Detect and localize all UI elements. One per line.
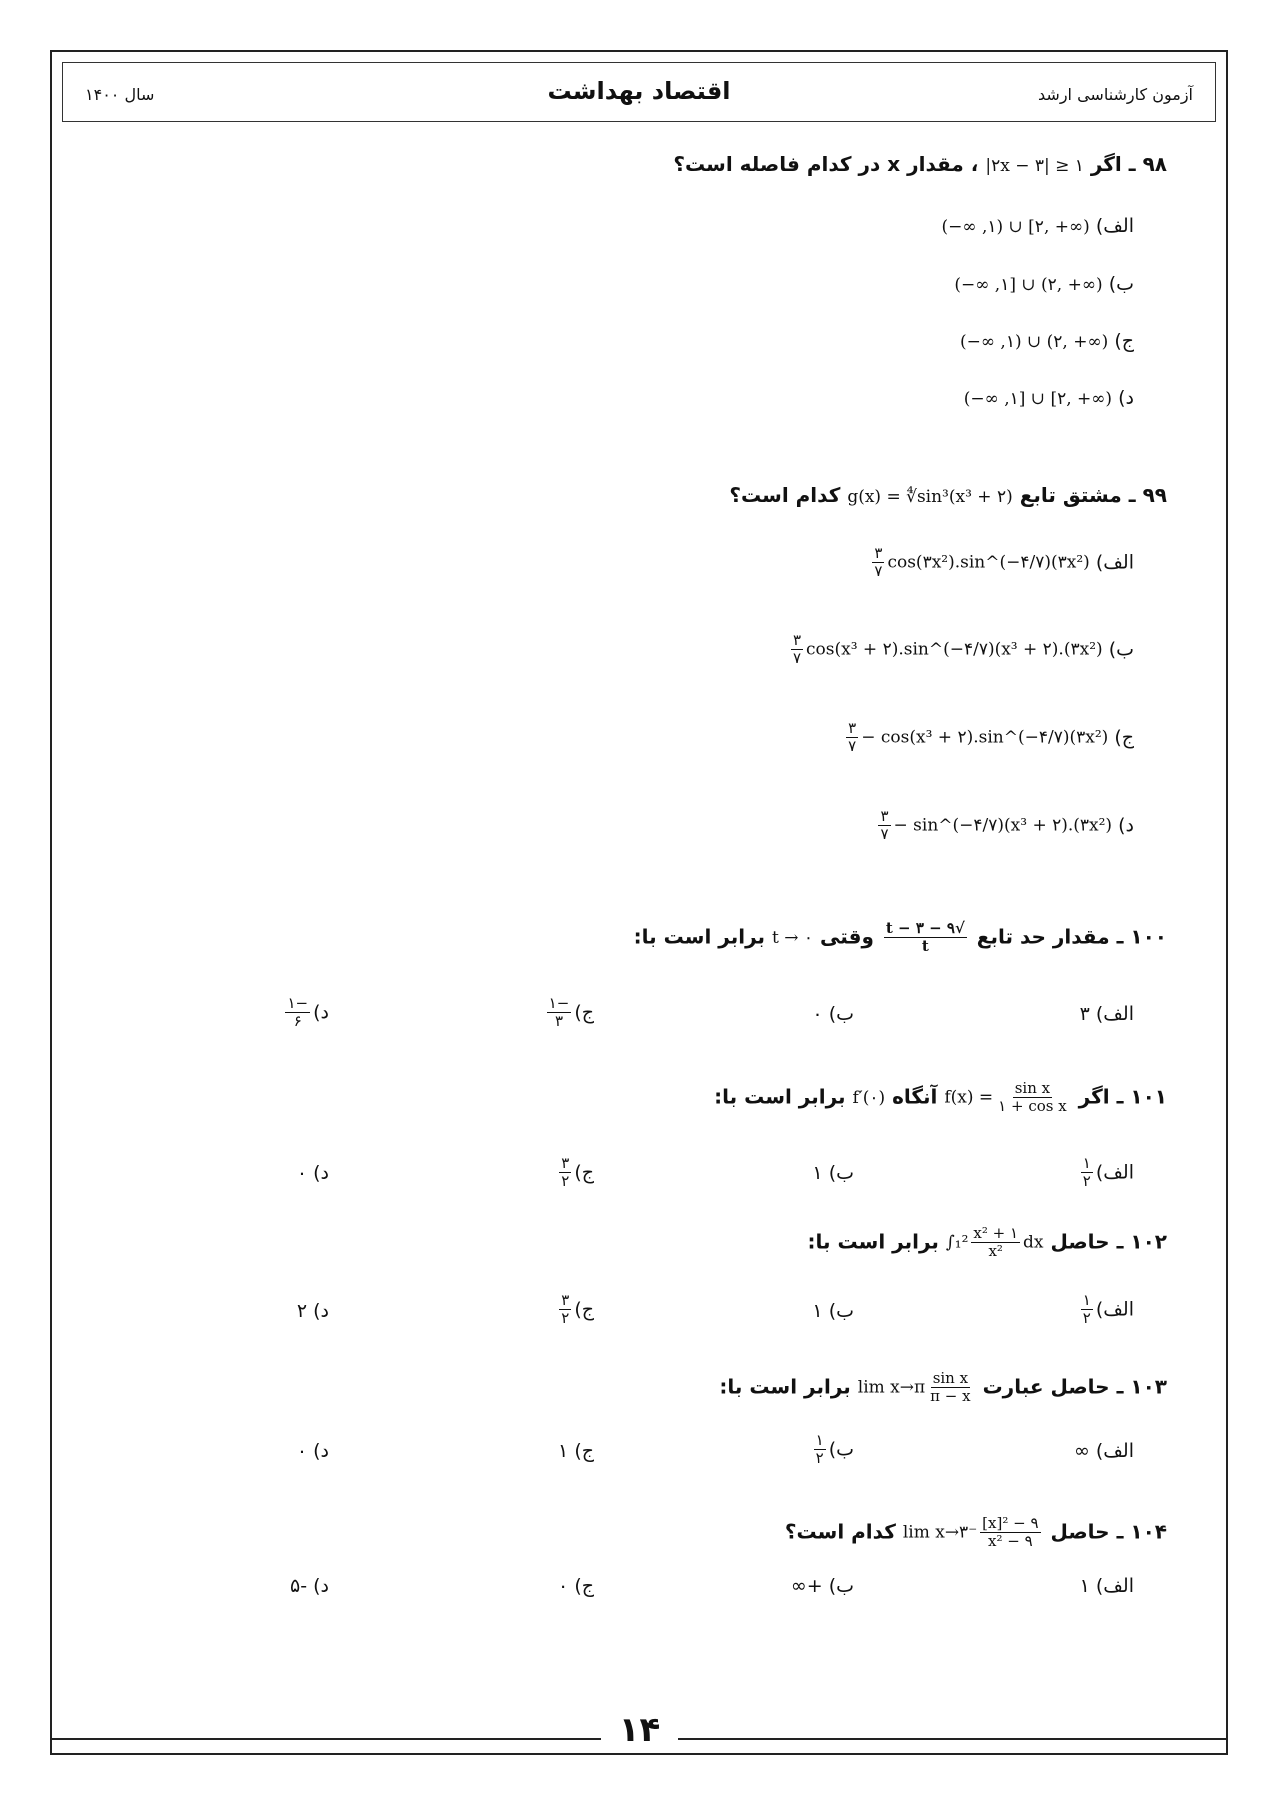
option-100-c: ج) $\frac{-۱}{۳}$ [548,994,594,1031]
option-104-b: ب) +∞ [790,1575,854,1597]
question-text: آنگاه [892,1084,938,1109]
option-label: ج) [1114,726,1134,749]
option-label: ج) [1114,330,1134,352]
option-math: (−∞ ,۱) ∪ (۲, +∞) [959,331,1109,352]
option-104-c: ج) ۰ [558,1575,594,1597]
option-label: ب) [1108,638,1134,661]
option-label: الف) [1095,215,1134,237]
page-number: ۱۴ [0,1710,1279,1750]
option-102-a: الف) $\frac{۱}{۲}$ [1082,1291,1134,1328]
question-number: ۱۰۲ ـ [1116,1229,1167,1254]
question-math: lim x→۳⁻ $\frac{\text{[x]² − ۹}}{\text{x² − ۹}}$ [902,1514,1039,1551]
option-101-b: ب) ۱ [812,1162,854,1184]
option-math: (−∞ ,۱] ∪ (۲, +∞) [954,274,1103,295]
question-text: حاصل [1050,1519,1110,1544]
option-99-a [869,545,1134,581]
option-label: د) [1118,387,1134,409]
option-label: د) [1118,814,1134,837]
subject-title: اقتصاد بهداشت [547,77,731,105]
option-98-d [964,387,1134,409]
question-number: ۱۰۴ ـ [1116,1519,1167,1544]
option-math: (−∞ ,۱] ∪ [۲, +∞) [963,388,1113,409]
question-math: lim x→π $\frac{\text{sin x}}{\pi - x}$ [857,1369,971,1406]
question-103 [719,1370,1167,1406]
question-number: ۱۰۱ ـ [1116,1084,1167,1109]
option-label: ب) [1108,273,1134,295]
question-text: حاصل عبارت [982,1374,1110,1399]
question-98 [673,152,1167,176]
option-98-a [942,215,1134,237]
question-99 [729,483,1167,507]
option-100-a: الف) ۳ [1079,1003,1134,1025]
question-math: f′(۰) [852,1087,886,1108]
question-text: اگر [1090,152,1122,176]
question-math: t → ۰ [772,927,814,948]
question-text: مقدار حد تابع [976,924,1110,949]
header-box [62,62,1216,122]
question-100 [634,920,1167,956]
question-text: برابر است با: [633,924,766,949]
question-text: اگر [1078,1084,1110,1109]
option-103-d: د) ۰ [296,1440,329,1462]
question-number: ۹۸ ـ [1128,152,1167,176]
option-99-b [788,632,1134,668]
option-math: $\frac{۳}{۷}$ cos(x³ + ۲).sin^(−۴/۷)(x³ + ۲).(۳x²) [792,631,1103,668]
question-text: کدام است؟ [729,483,841,507]
page-header [50,62,1228,132]
option-100-b: ب) ۰ [812,1003,854,1025]
option-101-c: ج) $\frac{۳}{۲}$ [561,1154,594,1191]
option-101-a: الف) $\frac{۱}{۲}$ [1082,1154,1134,1191]
option-98-b [954,273,1134,295]
question-math: f(x) = $\frac{\text{sin x}}{\text{۱ + cos x}}$ [944,1079,1067,1116]
option-99-c [843,720,1134,756]
option-101-d: د) ۰ [296,1162,329,1184]
option-102-d: د) ۲ [296,1300,329,1322]
option-104-d: د) -۵ [290,1575,329,1597]
question-math: ∫₁² $\frac{\text{x² + ۱}}{\text{x²}}$ dx [945,1224,1044,1261]
option-math: (−∞ ,۱) ∪ [۲, +∞) [941,216,1090,237]
question-text: حاصل [1050,1229,1110,1254]
option-102-c: ج) $\frac{۳}{۲}$ [561,1291,594,1328]
question-104 [785,1515,1167,1551]
question-number: ۹۹ ـ [1128,483,1167,507]
option-math: $\frac{۳}{۷}$ cos(۳x²).sin^(−۴/۷)(۳x²) [874,544,1090,581]
option-math: $\frac{۳}{۷}$ − sin^(−۴/۷)(x³ + ۲).(۳x²) [880,807,1113,844]
question-math: g(x) = ∜sin³(x³ + ۲) [847,486,1013,507]
question-number: ۱۰۳ ـ [1116,1374,1167,1399]
option-103-c: ج) ۱ [558,1440,594,1462]
option-103-a: الف) ∞ [1073,1440,1134,1462]
option-math: $\frac{۳}{۷}$ − cos(x³ + ۲).sin^(−۴/۷)(۳x²) [848,719,1109,756]
option-99-d [875,808,1134,844]
question-fraction: $\frac{√۹ - t - ۳}{t}$ [885,919,965,956]
option-104-a: الف) ۱ [1079,1575,1134,1597]
question-math: |۲x − ۳| ≥ ۱ [985,155,1084,176]
question-text: برابر است با: [714,1084,846,1109]
question-102 [808,1225,1167,1261]
question-text: برابر است با: [719,1374,851,1399]
option-100-d: د) $\frac{-۱}{۶}$ [287,994,329,1031]
question-text: وقتی [819,924,874,949]
question-text: ، مقدار x در کدام فاصله است؟ [673,152,979,176]
page-frame [50,50,1228,1755]
question-text: مشتق تابع [1019,483,1122,507]
option-98-c [960,330,1134,352]
option-102-b: ب) ۱ [812,1300,854,1322]
question-101 [714,1080,1167,1116]
question-number: ۱۰۰ ـ [1116,924,1167,949]
question-text: کدام است؟ [784,1519,896,1544]
option-103-b: ب) $\frac{۱}{۲}$ [815,1431,854,1468]
question-text: برابر است با: [807,1229,939,1254]
option-label: الف) [1095,551,1134,574]
exam-year: سال ۱۴۰۰ [85,85,155,104]
exam-title: آزمون کارشناسی ارشد [1038,85,1193,104]
